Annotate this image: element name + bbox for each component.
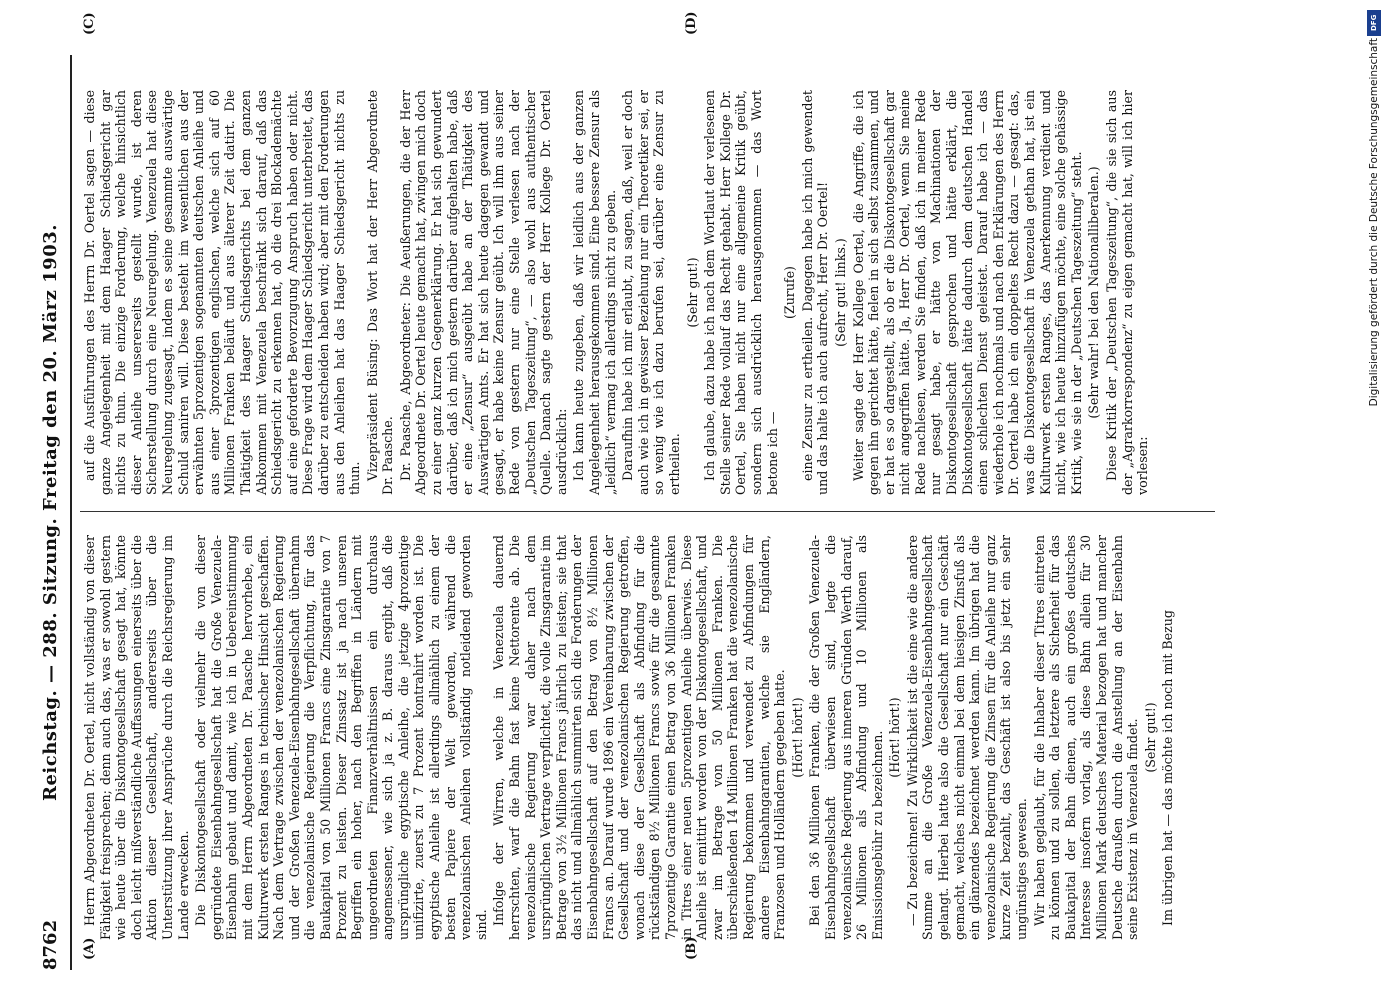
paragraph: Daraufhin habe ich mir erlaubt, zu sagen, daß, weil er doch auch wie ich in gewisser Beziehung nur ein Theoretiker sei, er so wenig wie ich dazu berufen sei, darüber eine Zensur zu ertheilen.: [620, 90, 682, 495]
paragraph: Wir haben geglaubt, für die Inhaber dieser Titres eintreten zu können und zu sollen, da letztere als Sicherheit für das Baukapital der Bahn dienen, auch ein großes deutsches Interesse insofern vorlag, als diese Bahn allein für 30 Millionen Mark deutsches Material bezogen hat und mancher Deutsche draußen durch die Anstellung an der Eisenbahn seine Existenz in Venezuela findet.: [1031, 535, 1141, 940]
paragraph: Bei den 36 Millionen Franken, die der Großen Venezuela-Eisenbahngesellschaft überwiesen sind, legte die venezolanische Regierung aus inneren Gründen Werth darauf, 26 Millionen als Abfindung und 10 Millionen als Emissionsgebühr zu bezeichnen.: [807, 535, 885, 940]
page-header: [40, 55, 68, 970]
paragraph: Dr. Paasche, Abgeordneter: Die Aeußerungen, die der Herr Abgeordnete Dr. Oertel heute gemacht hat, zwingen mich doch zu einer ganz kurzen Gegenerklärung. Er hat sich gewundert darüber, daß ich mich gestern darüber aufgehalten habe, daß er eine „Zensur“ ausgeübt habe an der Thätigkeit des Auswärtigen Amts. Er hat sich heute dagegen gewandt und gesagt, er habe keine Zensur geübt. Ich will ihm aus seiner Rede von gestern nur eine Stelle verlesen nach der „Deutschen Tageszeitung“, — also wohl aus authentischer Quelle. Danach sagte gestern der Herr Kollege Dr. Oertel ausdrücklich:: [397, 90, 569, 495]
margin-letter-a: (A): [82, 937, 97, 960]
interjection: (Sehr gut! links.): [832, 238, 848, 347]
interjection: (Sehr gut!): [684, 257, 700, 328]
interjection: (Sehr wahr! bei den Nationalliberalen.): [1086, 166, 1102, 419]
header-rule: [70, 55, 72, 970]
paragraph: eine Zensur zu ertheilen. Dagegen habe ich mich gewendet und das halte ich auch aufrecht, Herr Dr. Oertel!: [799, 90, 831, 495]
interjection: (Sehr gut!): [1142, 702, 1158, 773]
credit-text: Digitalisierung gefördert durch die Deutsche Forschungsgemeinschaft: [1368, 38, 1380, 407]
paragraph: Infolge der Wirren, welche in Venezuela dauernd herrschten, warf die Bahn fast keine Nettorente ab. Die venezolanische Regierung war daher nach dem ursprünglichen Vertrage verpflichtet, die volle Zinsgarantie im Betrage von 3½ Millionen Francs jährlich zu leisten; sie that das nicht und allmählich summirten sich die Forderungen der Eisenbahngesellschaft auf den Betrag von 8½ Millionen Francs an. Darauf wurde 1896 ein Vereinbarung zwischen der Gesellschaft und der venezolanischen Regierung getroffen, wonach diese der Gesellschaft als Abfindung für die rückständigen 8½ Millionen Francs sowie für die gesammte 7prozentige Garantie einen Betrag von 36 Millionen Franken in Titres einer neuen 5prozentigen Anleihe überwies. Diese Anleihe ist emittirt worden von der Diskontogesellschaft, und zwar im Betrage von 50 Millionen Franken. Die überschießenden 14 Millionen Franken hat die venezolanische Regierung bekommen und verwendet zu Abfindungen für andere Eisenbahngarantien, welche sie Engländern, Franzosen und Holländern gegeben hatte.: [491, 535, 788, 940]
margin-letter-b: (B): [684, 936, 699, 960]
paragraph: Herrn Abgeordneten Dr. Oertel, nicht vollständig von dieser Fähigkeit freisprechen; denn auch das, was er sowohl gestern wie heute über die Diskontogesellschaft gesagt hat, könnte doch leicht mißverständliche Auffassungen einerseits über die Aktion dieser Gesellschaft, andererseits über die Unterstützung ihrer Ansprüche durch die Reichsregierung im Lande erwecken.: [82, 535, 191, 940]
paragraph: Diese Kritik der „Deutschen Tageszeitung“, die sie sich aus der „Agrarkorrespondenz“ zu eigen gemacht hat, will ich hier vorlesen:: [1104, 90, 1151, 495]
page-number: 8762: [40, 919, 61, 970]
running-title: Reichstag. — 288. Sitzung. Freitag den 20. März 1903.: [40, 223, 61, 802]
interjection: (Hört! hört!): [789, 697, 805, 778]
left-column: [82, 535, 1178, 940]
paragraph: auf die Ausführungen des Herrn Dr. Oertel sagen — diese ganze Angelegenheit mit dem Haager Schiedsgericht gar nichts zu thun. Die einzige Forderung, welche hinsichtlich dieser Anleihe unsererseits gestellt wurde, ist deren Sicherstellung durch eine Neuregelung. Venezuela hat diese Neuregelung zugesagt, indem es seine gesammte auswärtige Schuld saniren will. Diese besteht im wesentlichen aus der erwähnten 5prozentigen sogenannten deutschen Anleihe und aus einer 3prozentigen englischen, welche sich auf 60 Millionen Franken beläuft und aus älterer Zeit datirt. Die Thätigkeit des Haager Schiedsgerichts bei dem ganzen Abkommen mit Venezuela beschränkt sich darauf, daß das Schiedsgericht zu erkennen hat, ob die drei Blockademächte auf eine geforderte Bevorzugung Anspruch haben oder nicht. Diese Frage wird dem Haager Schiedsgericht unterbreitet, das darüber zu entscheiden haben wird; aber mit den Forderungen aus den Anleihen hat das Haager Schiedsgericht nichts zu thun.: [82, 90, 363, 495]
paragraph: Im übrigen hat — das möchte ich noch mit Bezug: [1160, 610, 1176, 926]
paragraph: Die Diskontogesellschaft oder vielmehr die von dieser gegründete Eisenbahngesellschaft hat die Große Venezuela-Eisenbahn gebaut und damit, wie ich in Uebereinstimmung mit dem Herrn Abgeordneten Dr. Paasche hervorhebe, ein Kulturwerk ersten Ranges in technischer Hinsicht geschaffen. Nach dem Vertrage zwischen der venezolanischen Regierung und der Großen Venezuela-Eisenbahngesellschaft übernahm die venezolanische Regierung die Verpflichtung, für das Baukapital von 50 Millionen Francs eine Zinsgarantie von 7 Prozent zu leisten. Dieser Zinssatz ist ja nach unseren Begriffen ein hoher, nach den Begriffen in Ländern mit ungeordneten Finanzverhältnissen ein durchaus angemessener, wie sich ja z. B. daraus ergibt, daß die ursprüngliche egyptische Anleihe, die jetzige 4prozentige unifizirte, zuerst zu 7 Prozent kontrahirt worden ist. Die egyptische Anleihe ist allerdings allmählich zu einem der besten Papiere der Welt geworden, während die venezolanischen Anleihen vollständig notleidend geworden sind.: [193, 535, 489, 940]
margin-letter-d: (D): [684, 11, 699, 35]
paragraph: — Zu bezeichnen! Zu Wirklichkeit ist die eine wie die andere Summe an die Große Venezuela-Eisenbahngesellschaft gelangt. Hierbei hatte also die Gesellschaft nur ein Geschäft gemacht, welches nicht einmal bei dem hiesigen Zinsfuß als ein glänzendes bezeichnet werden kann. Im übrigen hat die venezolanische Regierung die Zinsen für die Anleihe nur ganz kurze Zeit bezahlt, das Geschäft ist also bis jetzt ein sehr ungünstiges gewesen.: [904, 535, 1030, 940]
interjection: (Hört! hört!): [887, 697, 903, 778]
paragraph: Vizepräsident Büsing: Das Wort hat der Herr Abgeordnete Dr. Paasche.: [364, 90, 396, 495]
paragraph: Weiter sagte der Herr Kollege Oertel, die Angriffe, die ich gegen ihn gerichtet hätte, fielen in sich selbst zusammen, und er hat es so dargestellt, als ob er die Diskontogesellschaft gar nicht angegriffen hätte. Ja, Herr Dr. Oertel, wenn Sie meine Rede nachlesen, werden Sie finden, daß ich in meiner Rede nur gesagt habe, er hätte von Machinationen der Diskontogesellschaft gesprochen und hätte erklärt, die Diskontogesellschaft hätte dadurch dem deutschen Handel einen schlechten Dienst geleistet. Darauf habe ich — das wiederhole ich nochmals und nach den Erklärungen des Herrn Dr. Oertel habe ich ein doppeltes Recht dazu — gesagt: das, was die Diskontogesellschaft in Venezuela gethan hat, ist ein Kulturwerk ersten Ranges, das Anerkennung verdient und nicht, wie ich heute hinzufügen möchte, eine solche gehässige Kritik, wie sie in der „Deutschen Tageszeitung“ steht.: [850, 90, 1084, 495]
column-divider: [80, 511, 1215, 512]
dfg-logo-icon: DFG: [1367, 10, 1381, 36]
digitization-credit: [1365, 8, 1383, 994]
right-column: [82, 90, 1153, 495]
margin-letter-c: (C): [82, 12, 97, 35]
interjection: (Zurufe): [782, 266, 798, 319]
paragraph: Ich glaube, dazu habe ich nach dem Wortlaut der verlesenen Stelle seiner Rede vollauf das Recht gehabt. Herr Kollege Dr. Oertel, Sie haben nicht nur eine allgemeine Kritik geübt, sondern sich ausdrücklich herausgenommen — das Wort betone ich —: [702, 90, 780, 495]
quotation: Ich kann heute zugeben, daß wir leidlich aus der ganzen Angelegenheit herausgekommen sind. Eine bessere Zensur als „leidlich“ vermag ich allerdings nicht zu geben.: [571, 90, 618, 495]
